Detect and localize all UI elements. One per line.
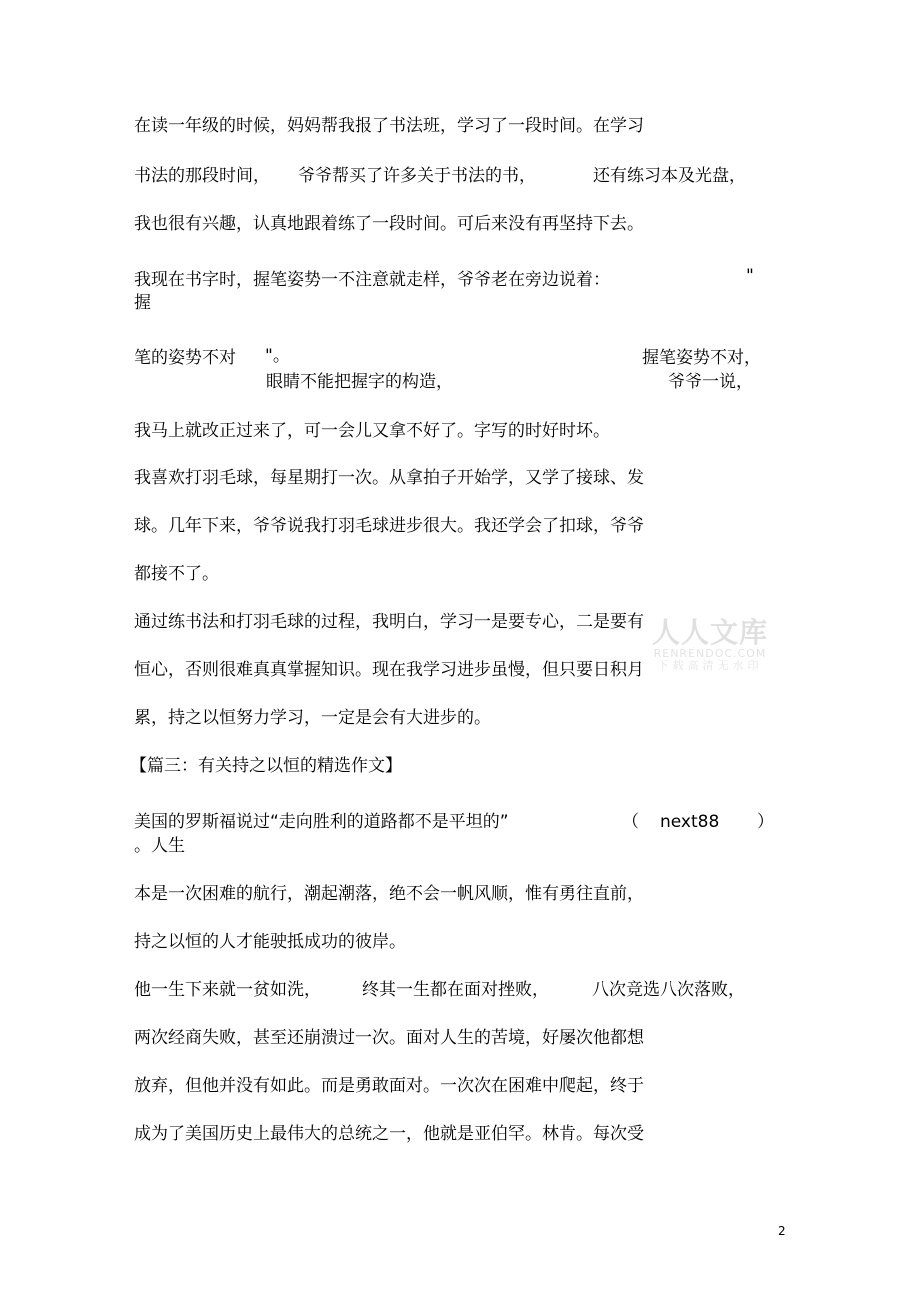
text-line-segment: 还有练习本及光盘， (593, 166, 746, 186)
text-line-segment: 握笔姿势不对， (642, 348, 761, 368)
text-line: 。人生 (134, 836, 185, 856)
page-number: 2 (778, 1224, 786, 1238)
watermark-logo-text: 人人文库 (651, 616, 768, 649)
text-line: 成为了美国历史上最伟大的总统之一，他就是亚伯罕。林肯。每次受 (134, 1124, 644, 1144)
watermark-url: RENRENDOC.COM (653, 647, 767, 660)
text-line: 我也很有兴趣，认真地跟着练了一段时间。可后来没有再坚持下去。 (134, 214, 644, 234)
text-line: 书法的那段时间， (134, 166, 270, 186)
text-line: 都接不了。 (134, 564, 219, 584)
text-line: 美国的罗斯福说过“走向胜利的道路都不是平坦的” (134, 812, 509, 832)
text-line: 握 (134, 293, 151, 313)
text-line: 本是一次困难的航行，潮起潮落，绝不会一帆风顺，惟有勇往直前， (134, 884, 644, 904)
text-line: 我现在书字时，握笔姿势一不注意就走样，爷爷老在旁边说着： (134, 270, 610, 290)
watermark (648, 618, 772, 672)
text-line: 他一生下来就一贫如洗， (134, 980, 321, 1000)
text-line: 放弃，但他并没有如此。而是勇敢面对。一次次在困难中爬起，终于 (134, 1076, 644, 1096)
text-line-segment: " (746, 266, 754, 286)
text-line-segment: （ (622, 812, 639, 832)
text-line: 累，持之以恒努力学习，一定是会有大进步的。 (134, 708, 491, 728)
text-line-segment: 爷爷一说， (668, 372, 753, 392)
text-line-segment: 八次竞选八次落败， (592, 980, 745, 1000)
text-line-segment: 终其一生都在面对挫败， (362, 980, 549, 1000)
text-line: 笔的姿势不对 (134, 348, 236, 368)
text-line: 两次经商失败，甚至还崩溃过一次。面对人生的苦境，好屡次他都想 (134, 1028, 644, 1048)
section-heading: 【篇三：有关持之以恒的精选作文】 (130, 756, 402, 776)
text-line-segment: ） (757, 812, 774, 832)
text-line-segment: 眼睛不能把握字的构造， (266, 372, 453, 392)
text-line: 通过练书法和打羽毛球的过程，我明白，学习一是要专心，二是要有 (134, 612, 644, 632)
text-line: 我喜欢打羽毛球，每星期打一次。从拿拍子开始学，又学了接球、发 (134, 468, 644, 488)
text-line-segment: "。 (265, 346, 290, 366)
text-line: 球。几年下来，爷爷说我打羽毛球进步很大。我还学会了扣球，爷爷 (134, 516, 644, 536)
text-line-segment: next88 (660, 812, 720, 832)
text-line-segment: 爷爷帮买了许多关于书法的书， (298, 166, 536, 186)
text-line: 在读一年级的时候，妈妈帮我报了书法班，学习了一段时间。在学习 (134, 116, 644, 136)
text-line: 恒心，否则很难真真掌握知识。现在我学习进步虽慢，但只要日积月 (134, 660, 644, 680)
text-line: 我马上就改正过来了，可一会儿又拿不好了。字写的时好时坏。 (134, 421, 610, 441)
watermark-caption: 下载高清无水印 (657, 659, 763, 672)
text-line: 持之以恒的人才能驶抵成功的彼岸。 (134, 932, 406, 952)
